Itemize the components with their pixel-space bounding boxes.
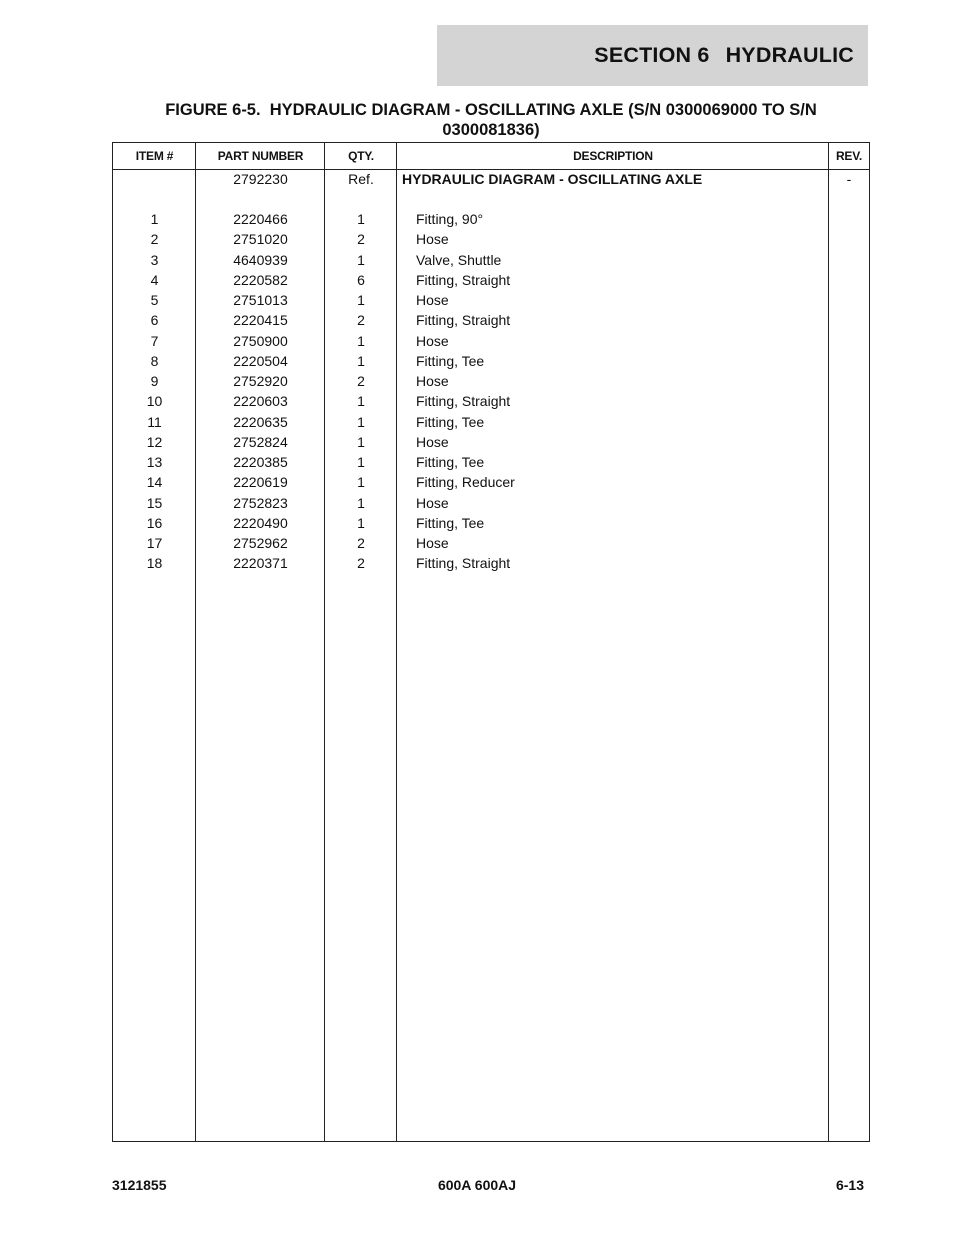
item-number: 12: [146, 433, 163, 450]
table-row: [113, 250, 869, 270]
footer-model: 600A 600AJ: [437, 1177, 517, 1193]
item-number: 13: [146, 454, 163, 470]
parts-table: [112, 142, 870, 1142]
quantity: 1: [357, 211, 365, 227]
part-number: 2220371: [233, 555, 288, 572]
part-number: 2751020: [233, 231, 288, 248]
quantity: 6: [357, 271, 365, 288]
table-row: [113, 310, 869, 330]
item-number: 6: [150, 312, 159, 329]
description: Fitting, Straight: [416, 393, 511, 410]
figure-title-line-1: FIGURE 6-5. HYDRAULIC DIAGRAM - OSCILLATING AXLE (S/N 0300069000 TO S/N: [165, 101, 817, 119]
part-number: 2792230: [233, 171, 288, 187]
quantity: Ref.: [348, 171, 374, 187]
item-number: 2: [150, 231, 159, 248]
description: Fitting, Tee: [416, 413, 485, 430]
revision: -: [846, 171, 852, 187]
quantity: 1: [357, 393, 365, 410]
table-row: [113, 391, 869, 411]
description: Valve, Shuttle: [416, 251, 502, 268]
item-number: 18: [146, 555, 163, 572]
description: Fitting, Tee: [416, 514, 485, 531]
section-number: SECTION 6: [594, 43, 710, 67]
description: Hose: [416, 332, 449, 349]
part-number: 2220466: [233, 211, 288, 227]
quantity: 2: [357, 535, 365, 551]
table-row: [113, 351, 869, 371]
part-number: 2220582: [233, 271, 288, 288]
item-number: 11: [147, 413, 162, 430]
footer-page-number: 6-13: [835, 1177, 864, 1193]
header-description: DESCRIPTION: [573, 149, 653, 163]
item-number: 5: [150, 292, 159, 308]
header-rev: REV.: [835, 149, 863, 163]
figure-title: [112, 100, 870, 140]
description: Fitting, 90°: [416, 211, 484, 227]
description: Hose: [416, 535, 449, 551]
quantity: 1: [357, 251, 365, 268]
assembly-description: HYDRAULIC DIAGRAM - OSCILLATING AXLE: [402, 171, 703, 187]
description: Fitting, Tee: [416, 454, 485, 470]
table-row: [113, 412, 869, 432]
part-number: 2752920: [233, 373, 288, 389]
table-row: [113, 371, 869, 391]
quantity: 1: [357, 494, 365, 511]
item-number: 15: [146, 494, 163, 511]
part-number: 2750900: [233, 332, 288, 349]
figure-title-line-2: 0300081836): [442, 121, 540, 139]
description: Hose: [416, 494, 449, 511]
table-row: [113, 432, 869, 452]
description: Fitting, Straight: [416, 312, 511, 329]
part-number: 2220635: [233, 413, 288, 430]
description: Hose: [416, 292, 449, 308]
part-number: 2220619: [233, 474, 288, 491]
header-item: ITEM #: [135, 149, 174, 163]
part-number: 2752824: [233, 433, 288, 450]
item-number: 17: [146, 535, 163, 551]
part-number: 2220385: [233, 454, 288, 470]
item-number: 3: [150, 251, 159, 268]
part-number: 4640939: [233, 251, 288, 268]
description: Fitting, Straight: [416, 271, 511, 288]
item-number: 8: [150, 352, 159, 369]
table-row: [113, 493, 869, 513]
description: Fitting, Tee: [416, 352, 485, 369]
description: Fitting, Reducer: [416, 474, 515, 491]
part-number: 2752962: [233, 535, 288, 551]
table-row: [113, 229, 869, 249]
quantity: 1: [357, 514, 365, 531]
quantity: 2: [357, 312, 365, 329]
table-row: [113, 452, 869, 472]
item-number: 10: [146, 393, 163, 410]
table-row: [113, 290, 869, 310]
quantity: 1: [357, 433, 365, 450]
table-row: [113, 513, 869, 533]
table-row: [113, 209, 869, 229]
quantity: 2: [357, 231, 365, 248]
quantity: 1: [357, 332, 365, 349]
quantity: 2: [357, 555, 365, 572]
header-qty: QTY.: [348, 149, 374, 163]
item-number: 1: [150, 211, 159, 227]
quantity: 1: [357, 474, 365, 491]
quantity: 1: [357, 413, 365, 430]
part-number: 2220603: [233, 393, 288, 410]
part-number: 2751013: [233, 292, 288, 308]
table-row: [113, 553, 869, 573]
assembly-row: [113, 169, 869, 189]
item-number: 7: [150, 332, 159, 349]
table-header: [113, 143, 869, 170]
quantity: 1: [357, 352, 365, 369]
item-number: 16: [146, 514, 163, 531]
description: Hose: [416, 433, 449, 450]
part-number: 2752823: [233, 494, 288, 511]
table-row: [113, 533, 869, 553]
part-number: 2220490: [233, 514, 288, 531]
description: Hose: [416, 231, 449, 248]
section-banner: [437, 25, 868, 86]
table-row: [113, 472, 869, 492]
part-number: 2220415: [233, 312, 288, 329]
table-row: [113, 270, 869, 290]
quantity: 1: [357, 292, 365, 308]
quantity: 1: [357, 454, 365, 470]
item-number: 4: [150, 271, 159, 288]
item-number: 9: [150, 373, 159, 389]
section-title: HYDRAULIC: [725, 43, 854, 67]
description: Hose: [416, 373, 449, 389]
item-number: 14: [146, 474, 163, 491]
quantity: 2: [357, 373, 365, 389]
footer-doc-number: 3121855: [112, 1177, 167, 1193]
part-number: 2220504: [233, 352, 288, 369]
header-part-number: PART NUMBER: [217, 149, 304, 163]
table-row: [113, 331, 869, 351]
description: Fitting, Straight: [416, 555, 511, 572]
